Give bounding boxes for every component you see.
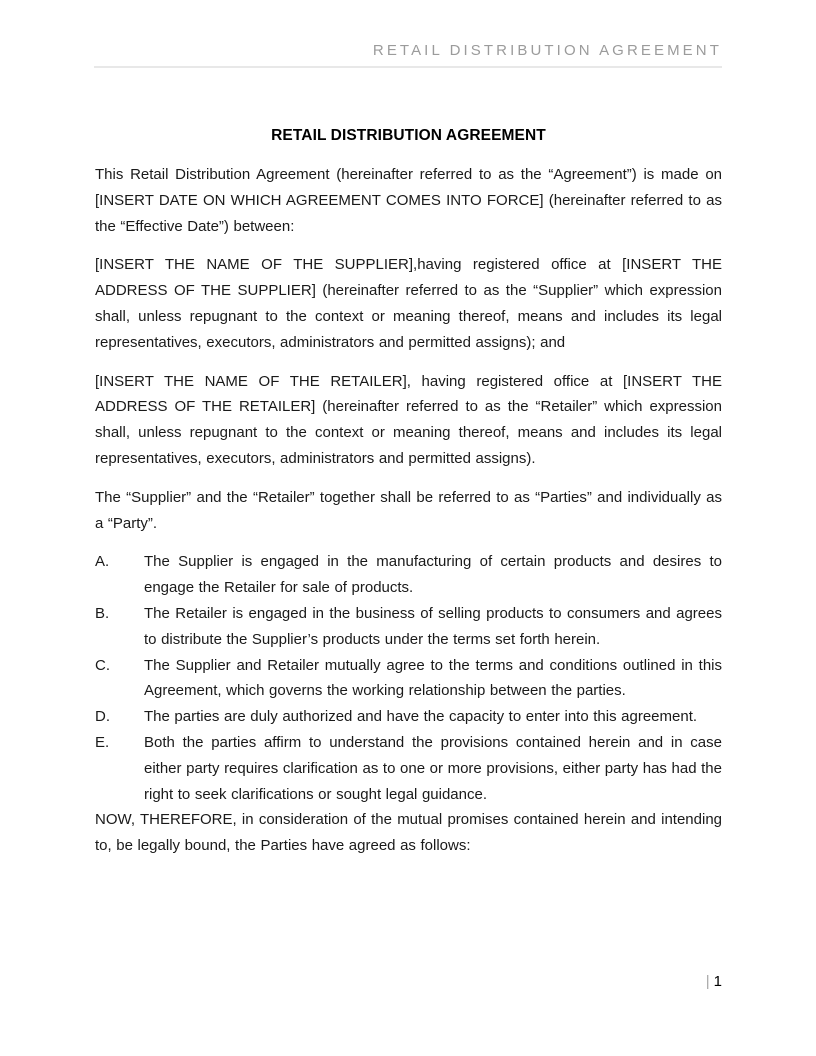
list-item-marker: E. — [95, 733, 110, 751]
recitals-list — [95, 549, 722, 807]
list-item — [95, 704, 722, 730]
list-item-text: The parties are duly authorized and have the capacity to enter into this agreement. — [144, 708, 698, 726]
paragraph-parties-definition: The “Supplier” and the “Retailer” together shall be referred to as “Parties” and individually as a “Party”. — [95, 488, 722, 532]
list-item-text: The Supplier is engaged in the manufacturing of certain products and desires to engage the Retailer for sale of products. — [144, 553, 722, 597]
paragraph-supplier-party: [INSERT THE NAME OF THE SUPPLIER],having registered office at [INSERT THE ADDRESS OF THE SUPPLIER] (hereinafter referred to as the “Supplier” which expression shall, unless repugnant to the context or meaning thereof, means and includes its legal representatives, executors, administrators and permitted assigns); and — [95, 256, 722, 351]
list-item — [95, 601, 722, 653]
page-header — [94, 42, 722, 68]
list-item-text: Both the parties affirm to understand the provisions contained herein and in case either party requires clarification as to one or more provisions, either party has had the right to seek clarifications or sought legal guidance. — [144, 733, 722, 803]
running-header-title: RETAIL DISTRIBUTION AGREEMENT — [372, 42, 722, 59]
list-item-text: The Supplier and Retailer mutually agree to the terms and conditions outlined in this Agreement, which governs the working relationship between the parties. — [144, 656, 722, 700]
paragraph-retailer-party: [INSERT THE NAME OF THE RETAILER], having registered office at [INSERT THE ADDRESS OF THE RETAILER] (hereinafter referred to as the “Retailer” which expression shall, unless repugnant to the context or meaning thereof, means and includes its legal representatives, executors, administrators and permitted assigns). — [95, 372, 722, 467]
list-item — [95, 653, 722, 705]
list-item-marker: D. — [95, 708, 110, 726]
document-body — [95, 126, 722, 859]
list-item-marker: A. — [95, 553, 110, 571]
document-title: RETAIL DISTRIBUTION AGREEMENT — [271, 127, 546, 144]
page-footer — [95, 972, 722, 992]
list-item-marker: B. — [95, 604, 110, 622]
list-item-text: The Retailer is engaged in the business of selling products to consumers and agrees to distribute the Supplier’s products under the terms set forth herein. — [144, 604, 722, 648]
paragraph-agreement-intro: This Retail Distribution Agreement (hereinafter referred to as the “Agreement”) is made on [INSERT DATE ON WHICH AGREEMENT COMES INTO FORCE] (hereinafter referred to as the “Effective Date”) between: — [95, 166, 722, 235]
footer-separator: | — [705, 973, 710, 990]
paragraph-now-therefore: NOW, THEREFORE, in consideration of the mutual promises contained herein and intending to, be legally bound, the Parties have agreed as follows: — [95, 811, 722, 855]
page-number: 1 — [713, 973, 722, 990]
header-divider — [94, 66, 722, 68]
list-item — [95, 549, 722, 601]
list-item-marker: C. — [95, 656, 110, 674]
list-item — [95, 730, 722, 807]
